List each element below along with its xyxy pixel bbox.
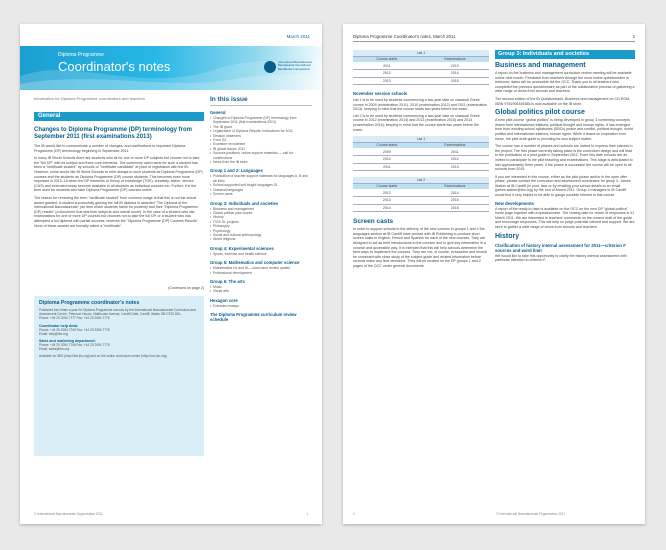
toc-section-heading[interactable]: Group 4: Experimental sciences bbox=[210, 245, 274, 251]
toc-item[interactable]: • Changes to Diploma Programme (DP) terminology from September 2011 (first examinations 2013) bbox=[210, 116, 312, 125]
table-cell: 2015 bbox=[421, 77, 489, 85]
toc-item[interactable]: • Music bbox=[210, 285, 312, 289]
business-title: Business and management bbox=[495, 62, 586, 69]
table-row bbox=[353, 148, 489, 156]
list-table-header: Course starts bbox=[353, 56, 421, 62]
business-text: A report on the business and management curriculum review meeting will be available online next month. Feedback from teachers through the most online questionnaire is welcome; dates will be accessible via the OCC. Thank you to all teachers who completed the previous questionnaire as part of the collaborative process of gathering a wide range of views from schools and teachers. bbox=[495, 71, 635, 94]
ib-logo-icon bbox=[264, 61, 276, 73]
sales-phone: Phone: +44 29 2054 7746 Fax: +44 29 2054 7779 bbox=[39, 343, 110, 348]
table-cell: 2013 bbox=[421, 163, 489, 171]
table-row bbox=[353, 62, 489, 70]
list-table bbox=[353, 50, 489, 85]
toc-item[interactable]: • ITGS SL projects bbox=[210, 220, 312, 224]
list-table-caption: List 1 bbox=[353, 50, 489, 56]
intro-line: Information for Diploma Programme coordinators and teachers bbox=[34, 96, 145, 101]
toc-item[interactable]: • Session observers bbox=[210, 134, 312, 138]
toc-item[interactable]: • Visual arts bbox=[210, 289, 312, 293]
table-row bbox=[353, 70, 489, 78]
list-table-header: Examinations bbox=[421, 56, 489, 62]
contact-box bbox=[34, 296, 204, 456]
toc-item[interactable]: • IB global issues 2011 bbox=[210, 147, 312, 151]
toc-item[interactable]: • Professional development bbox=[210, 271, 312, 275]
article-paragraph: In many IB World Schools there are students who sit for one or more DP subjects but choose not to take the "full DP" with its subject and three core elements. The commonly used name for such a student has been a "certificate student" by schools or "certificate candidate" at point of registration with the IB. However, some would like IB World Schools to refer always to such students as Diploma Programme (DP) courses and the students as Diploma Programme (DP) course students. This becomes even more important in 2012–16 when the DP elements of theory of knowledge (TOK), creativity, action, service (CAS) and extended essay become available to all students as individual courses too. Further, it is the term used for students who take Diploma Programme (DP) courses online. bbox=[34, 156, 203, 193]
lead-article bbox=[34, 124, 204, 231]
toc-item[interactable]: • Form G2 bbox=[210, 138, 312, 142]
sales-title: Sales and marketing department: bbox=[39, 339, 96, 344]
history-subtitle: Clarification of history internal assessment for 2011—criterion F sources and word limit bbox=[495, 242, 626, 253]
toc-section-list bbox=[210, 116, 312, 164]
contact-intro: Published four times a year for Diploma Programme schools by the International Baccalaureate Curriculum and Assessment Centre, Peterson House, Malthouse Avenue, Cardiff Gate, Cardiff, Wales GB CF23 8GL. bbox=[39, 308, 196, 317]
globalpol-text-2: The course has a number of phases and schools are invited to express their interest in the project. The first phase currently taking place is the curriculum design and will lead to the publication of a pilot guide in September 2012. From this date schools are as invited to participate in the pilot teaching and examinations. This stage is anticipated to last approximately three years. If the phase is successful the course will be open to all schools from 2015. bbox=[495, 144, 633, 172]
toc-section-list bbox=[210, 285, 312, 294]
footer-copyright: © International Baccalaureate Organization 2011 bbox=[496, 512, 565, 516]
list-tables-top bbox=[353, 50, 489, 85]
toc-section-heading[interactable]: The Diploma Programme curriculum review schedule bbox=[210, 312, 297, 323]
online-availability[interactable]: Available on IBIS (http://ibis.ibo.org) and on the online curriculum centre (http://occ.ibo.org) bbox=[39, 354, 167, 359]
list-table-caption: List 2 bbox=[353, 177, 489, 183]
toc-item[interactable]: • Mathematics HL and SL—curriculum review update bbox=[210, 266, 312, 270]
globalpol-text: A new pilot course "global politics" is being developed in group 3 combining concepts drawn from international relations, political thought and human rights. It has emerged from from existing school syllabuses (SBCs) peace and conflict, political thought, world politics and international relations, human rights. While it draws on inspiration from these, the pilot draft guide is providing its own subject matter. bbox=[495, 118, 633, 141]
toc-item[interactable]: • Sports, exercise and health science bbox=[210, 252, 312, 256]
screencasts-title: Screen casts bbox=[353, 218, 394, 226]
toc-item[interactable]: • Philosophy bbox=[210, 224, 312, 228]
table-row bbox=[353, 163, 489, 171]
table-cell: 2016 bbox=[421, 204, 489, 212]
running-header-page: 2 bbox=[632, 34, 635, 39]
table-row bbox=[353, 77, 489, 85]
november-text: List 1 is to be used by students commencing a two-year take on classical Greek course in 2009 (examination 2011), 2010 (examination 2012) and 2011 (examination 2013), keeping in mind that the course starts two years before the exam. bbox=[353, 98, 488, 112]
table-cell: 2010 bbox=[353, 156, 421, 164]
right-column bbox=[495, 50, 635, 266]
toc-item[interactable]: • Publication of teacher support materials for languages A, B and ab initio bbox=[210, 174, 312, 183]
globalpol-text-3: If you are interested in this course, either as the pilot phase and/or in the open offer phase, please contact the curriculum and assessment coordinator for group 3, James Walker at IB Cardiff (in post, face or by emailing your school details to an email (james.walker@ibo.org) by the end of March 2011. Group 3 managers in IB Cardiff would find it very helpful to be able to gauge possible interest in this course. bbox=[495, 174, 631, 198]
list-table-header: Examinations bbox=[421, 142, 489, 148]
table-cell: 2009 bbox=[353, 148, 421, 156]
table-cell: 2013 bbox=[353, 197, 421, 205]
toc-list bbox=[210, 110, 312, 322]
table-cell: 2014 bbox=[353, 204, 421, 212]
globalpol-title: Global politics pilot course bbox=[495, 109, 585, 117]
toc-item[interactable]: • Sources positions: online support materials — call for contributions bbox=[210, 151, 312, 160]
toc-item[interactable]: • Legalization of Diploma Results: Instructions for 2011 bbox=[210, 129, 312, 133]
newdev-text: A report of the ready to date is available on the OCC on the new DP "global politics" home page together with a questionnaire. The closing date for return of responses is 31 March 2011. We are interested in teachers' comments on the current draft of the guide and encourage responses. This will help us judge potential interest and support. We are keen to gather a wide range of views from schools and teachers. bbox=[495, 206, 635, 230]
list-table-header: Course starts bbox=[353, 183, 421, 189]
toc-item[interactable]: • Extended essays bbox=[210, 304, 312, 308]
table-cell: 2012 bbox=[421, 156, 489, 164]
table-cell: 2011 bbox=[353, 62, 421, 70]
toc-item[interactable]: • Business and management bbox=[210, 207, 312, 211]
toc-item[interactable]: • Classical languages bbox=[210, 188, 312, 192]
section-heading-general: General bbox=[34, 112, 204, 121]
article-paragraph: The reason for removing the term "certificate student" from common usage is that this is not the actual award granted. A student successfully gaining the full IB diploma is awarded "The Diploma of the International Baccalaureate" (an item which students frame for posterity and their "Diploma Programme (DP) results" (a document that lists their subjects and overall score). In the case of a student who sits examinations for one or more DP courses but chooses not to take the full DP, or a student who has attempted a full diploma with partial success, receives the "Diploma Programme (DP) Courses Results". None of these awards are formally called a "certificate". bbox=[34, 195, 199, 228]
table-cell: 2014 bbox=[421, 70, 489, 78]
business-text-2: The second edition of the IB Questionbank: Business and management on CD-ROM, ISBN 9781906345385 is now available on the IB store. bbox=[495, 96, 631, 106]
running-header-title: Diploma Programme Coordinator's notes, March 2011 bbox=[353, 34, 456, 39]
toc-section-heading[interactable]: General bbox=[210, 110, 226, 115]
toc-section-list bbox=[210, 207, 312, 242]
table-row bbox=[353, 204, 489, 212]
list-table-header: Examinations bbox=[421, 183, 489, 189]
list-table-header: Course starts bbox=[353, 142, 421, 148]
list-table-caption: List 1 bbox=[353, 136, 489, 142]
toc-item[interactable]: • World religions bbox=[210, 237, 312, 241]
article-title: Changes to Diploma Programme (DP) terminology from September 2011 (first examinations 2013) bbox=[34, 127, 193, 140]
table-cell: 2013 bbox=[421, 62, 489, 70]
table-row bbox=[353, 156, 489, 164]
helpdesk-title: Coordinator help desk: bbox=[39, 323, 79, 328]
contact-phone: Phone: +44 29 2054 7777 Fax: +44 29 2054 7778 bbox=[39, 316, 110, 321]
toc-item[interactable]: • Psychology bbox=[210, 229, 312, 233]
footer-copyright: © International Baccalaureate Organization 2011 bbox=[34, 512, 103, 516]
toc-item[interactable]: • News from the IB store bbox=[210, 160, 312, 164]
table-cell: 2011 bbox=[421, 148, 489, 156]
table-cell: 2015 bbox=[421, 197, 489, 205]
toc-section-heading[interactable]: Group 6: The arts bbox=[210, 278, 245, 284]
toc-section-list bbox=[210, 174, 312, 196]
contact-title: Diploma Programme coordinator's notes bbox=[39, 300, 140, 306]
toc-section-heading[interactable]: Group 5: Mathematics and computer science bbox=[210, 260, 300, 266]
continued-note: (Continued on page 2) bbox=[168, 286, 204, 290]
page-two bbox=[343, 24, 645, 524]
table-cell: 2013 bbox=[353, 77, 421, 85]
toc-item[interactable]: • History bbox=[210, 215, 312, 219]
toc-section-list bbox=[210, 266, 312, 275]
page-one bbox=[20, 24, 322, 524]
toc-item[interactable]: • Social and cultural anthropology bbox=[210, 233, 312, 237]
history-text: We would like to take this opportunity to clarify the history internal assessment with particular attention to criterion F. bbox=[495, 253, 627, 263]
left-column bbox=[353, 50, 489, 269]
banner-subtitle: Diploma Programme bbox=[58, 52, 104, 58]
article-paragraph: The IB would like to communicate a number of changes, and clarifications to important Diploma Programme (DP) terminology beginning in September 2011. bbox=[34, 144, 186, 153]
helpdesk-phone: Phone: +44 29 2054 7740 Fax: +44 29 2054 7778 bbox=[39, 327, 110, 332]
table-row bbox=[353, 189, 489, 197]
november-text-2: List 2 is to be used by students commencing a two-year take on classical Greek course in 2012 (examination 2014) and 2013 (examination 2015) and 2014 (examination 2016), keeping in mind that the course starts two years before the exam. bbox=[353, 113, 480, 132]
table-cell: 2011 bbox=[353, 163, 421, 171]
ib-logo bbox=[264, 59, 316, 77]
toc-section-heading[interactable]: Group 1 and 2: Languages bbox=[210, 168, 263, 174]
table-cell: 2014 bbox=[421, 189, 489, 197]
table-row bbox=[353, 197, 489, 205]
toc-item[interactable]: • School-supported self-taught languages SL bbox=[210, 183, 312, 187]
ib-logo-text: International Baccalaureate Baccalauréat International Bachillerato Internacional bbox=[278, 60, 313, 71]
toc-section-heading[interactable]: Hexagon core bbox=[210, 297, 238, 303]
toc-section-list bbox=[210, 252, 312, 256]
november-title: November session schools bbox=[353, 91, 408, 96]
list-table bbox=[353, 177, 489, 212]
list-table bbox=[353, 136, 489, 171]
table-of-contents bbox=[210, 96, 312, 323]
toc-item[interactable]: • Screen casts bbox=[210, 192, 312, 196]
toc-title: In this issue bbox=[210, 96, 312, 106]
sales-email[interactable]: Email: sales@ibo.org bbox=[39, 347, 70, 352]
running-header bbox=[353, 34, 635, 42]
issue-date: March 2011 bbox=[286, 34, 310, 39]
section-heading-group3: Group 3: Individuals and societies bbox=[495, 50, 635, 59]
toc-section-heading[interactable]: Group 3: Individuals and societies bbox=[210, 200, 279, 206]
toc-item[interactable]: • Examiner recruitment bbox=[210, 142, 312, 146]
table-cell: 2012 bbox=[353, 70, 421, 78]
screencasts-text: In order to support schools in the delivery of the new courses in groups 1 and 2 the languages section at IB Cardiff have worked with IB Publishing to produce short screen casts in English, French and Spanish for each of the new courses. They are designed to act as brief introductions to the courses and to give key information in a concise and accessible way. It is intended that this will help schools determine the best ways to implement the courses. They are not, of course, exhaustive and should be combined with close study of the subject guide and related information before schools make any final decisions. They will be located on the DP groups 1 and 2 pages of the OCC under general documents. bbox=[353, 227, 487, 268]
toc-item[interactable]: • The IB grant bbox=[210, 125, 312, 129]
history-title: History bbox=[495, 232, 520, 240]
table-cell: 2012 bbox=[353, 189, 421, 197]
banner-title: Coordinator's notes bbox=[58, 59, 171, 74]
footer-page-number: 2 bbox=[353, 512, 355, 516]
header-banner bbox=[20, 46, 322, 90]
footer-page-number: 1 bbox=[306, 512, 308, 516]
toc-section-list bbox=[210, 304, 312, 308]
list-tables-bottom bbox=[353, 136, 489, 212]
helpdesk-email[interactable]: Email: help@ibo.org bbox=[39, 331, 68, 336]
newdev-title: New developments bbox=[495, 200, 534, 206]
toc-item[interactable]: • Global politics pilot course bbox=[210, 211, 312, 215]
